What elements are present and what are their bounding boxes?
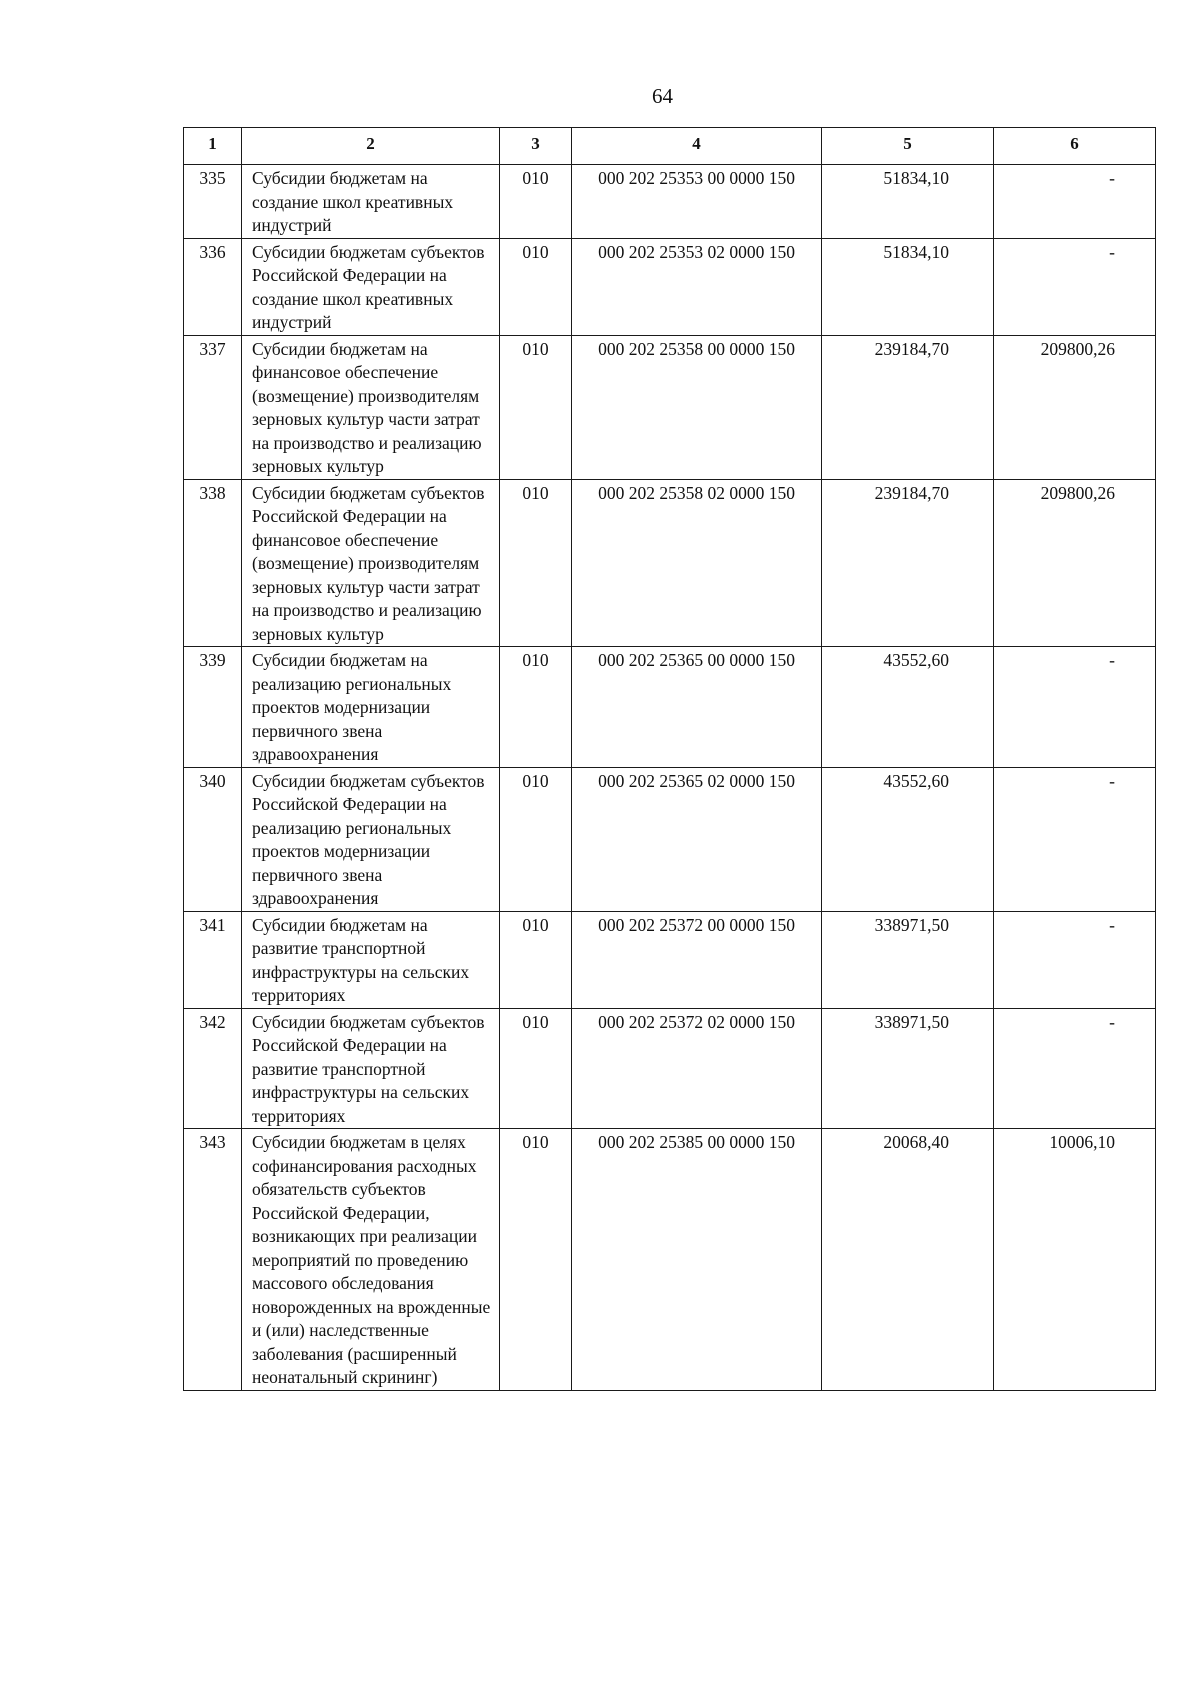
row-budget-code: 000 202 25353 02 0000 150 [572, 238, 822, 335]
header-col-5: 5 [822, 128, 994, 165]
row-number: 342 [184, 1008, 242, 1129]
row-value-6: - [994, 647, 1156, 768]
row-budget-code: 000 202 25365 02 0000 150 [572, 767, 822, 911]
page-number: 64 [652, 84, 673, 108]
row-value-6: 209800,26 [994, 479, 1156, 647]
row-budget-code: 000 202 25358 00 0000 150 [572, 335, 822, 479]
row-budget-code: 000 202 25353 00 0000 150 [572, 165, 822, 239]
header-col-1: 1 [184, 128, 242, 165]
table-row [184, 238, 1156, 335]
row-description: Субсидии бюджетам субъектов Российской Федерации на финансовое обеспечение (возмещение) производителям зерновых культур части затрат на производство и реализацию зерновых культур [242, 479, 500, 647]
row-number: 335 [184, 165, 242, 239]
row-value-5: 20068,40 [822, 1129, 994, 1391]
row-value-6: 209800,26 [994, 335, 1156, 479]
table-row [184, 647, 1156, 768]
row-value-6: - [994, 238, 1156, 335]
table-row [184, 165, 1156, 239]
table-header-row [184, 128, 1156, 165]
row-value-5: 43552,60 [822, 647, 994, 768]
header-col-6: 6 [994, 128, 1156, 165]
table-row [184, 767, 1156, 911]
row-number: 337 [184, 335, 242, 479]
row-admin-code: 010 [500, 238, 572, 335]
table-row [184, 911, 1156, 1008]
row-admin-code: 010 [500, 479, 572, 647]
header-col-3: 3 [500, 128, 572, 165]
row-description: Субсидии бюджетам на финансовое обеспечение (возмещение) производителям зерновых культур части затрат на производство и реализацию зерновых культур [242, 335, 500, 479]
row-admin-code: 010 [500, 767, 572, 911]
row-description: Субсидии бюджетам на развитие транспортной инфраструктуры на сельских территориях [242, 911, 500, 1008]
row-budget-code: 000 202 25372 02 0000 150 [572, 1008, 822, 1129]
row-admin-code: 010 [500, 911, 572, 1008]
header-col-2: 2 [242, 128, 500, 165]
row-admin-code: 010 [500, 165, 572, 239]
row-description: Субсидии бюджетам на создание школ креативных индустрий [242, 165, 500, 239]
row-number: 341 [184, 911, 242, 1008]
row-description: Субсидии бюджетам субъектов Российской Федерации на создание школ креативных индустрий [242, 238, 500, 335]
row-value-5: 51834,10 [822, 165, 994, 239]
row-admin-code: 010 [500, 1129, 572, 1391]
row-budget-code: 000 202 25372 00 0000 150 [572, 911, 822, 1008]
table-row [184, 335, 1156, 479]
row-value-6: 10006,10 [994, 1129, 1156, 1391]
row-value-5: 239184,70 [822, 479, 994, 647]
row-number: 343 [184, 1129, 242, 1391]
row-admin-code: 010 [500, 1008, 572, 1129]
row-value-6: - [994, 1008, 1156, 1129]
row-number: 338 [184, 479, 242, 647]
row-number: 339 [184, 647, 242, 768]
row-description: Субсидии бюджетам на реализацию региональных проектов модернизации первичного звена здравоохранения [242, 647, 500, 768]
row-value-5: 51834,10 [822, 238, 994, 335]
row-description: Субсидии бюджетам субъектов Российской Федерации на реализацию региональных проектов модернизации первичного звена здравоохранения [242, 767, 500, 911]
row-value-5: 239184,70 [822, 335, 994, 479]
budget-table [183, 127, 1156, 1391]
row-admin-code: 010 [500, 647, 572, 768]
row-value-5: 338971,50 [822, 1008, 994, 1129]
row-admin-code: 010 [500, 335, 572, 479]
table-row [184, 1008, 1156, 1129]
row-description: Субсидии бюджетам в целях софинансирования расходных обязательств субъектов Российской Федерации, возникающих при реализации мероприятий по проведению массового обследования новорожденных на врожденные и (или) наследственные заболевания (расширенный неонатальный скрининг) [242, 1129, 500, 1391]
table-row [184, 1129, 1156, 1391]
table-row [184, 479, 1156, 647]
row-budget-code: 000 202 25365 00 0000 150 [572, 647, 822, 768]
header-col-4: 4 [572, 128, 822, 165]
row-budget-code: 000 202 25358 02 0000 150 [572, 479, 822, 647]
row-value-6: - [994, 165, 1156, 239]
row-value-6: - [994, 911, 1156, 1008]
row-number: 340 [184, 767, 242, 911]
row-budget-code: 000 202 25385 00 0000 150 [572, 1129, 822, 1391]
row-value-6: - [994, 767, 1156, 911]
row-value-5: 338971,50 [822, 911, 994, 1008]
row-description: Субсидии бюджетам субъектов Российской Федерации на развитие транспортной инфраструктуры на сельских территориях [242, 1008, 500, 1129]
row-value-5: 43552,60 [822, 767, 994, 911]
row-number: 336 [184, 238, 242, 335]
